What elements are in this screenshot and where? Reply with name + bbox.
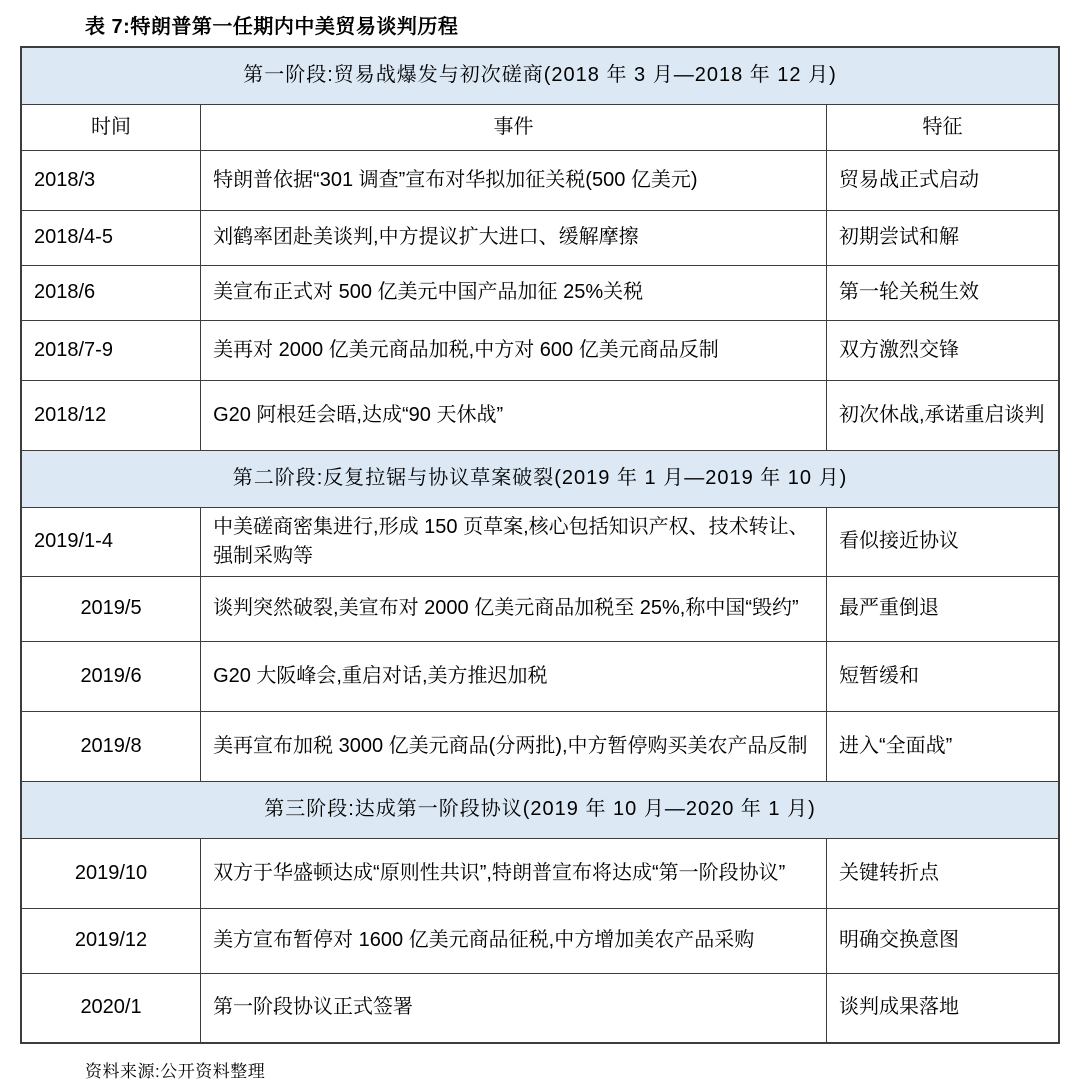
section-header-row-3 <box>21 781 1059 838</box>
event-cell: G20 大阪峰会,重启对话,美方推迟加税 <box>201 641 827 711</box>
section-header-row-1 <box>21 47 1059 104</box>
event-cell: 美宣布正式对 500 亿美元中国产品加征 25%关税 <box>201 265 827 320</box>
time-cell: 2018/4-5 <box>21 210 201 265</box>
trade-negotiation-table <box>20 46 1060 1044</box>
table-row <box>21 641 1059 711</box>
event-cell: 中美磋商密集进行,形成 150 页草案,核心包括知识产权、技术转让、强制采购等 <box>201 507 827 576</box>
time-cell: 2018/6 <box>21 265 201 320</box>
column-header-row <box>21 104 1059 150</box>
event-cell: 谈判突然破裂,美宣布对 2000 亿美元商品加税至 25%,称中国“毁约” <box>201 576 827 641</box>
column-header-feature: 特征 <box>826 104 1059 150</box>
table-title: 表 7:特朗普第一任期内中美贸易谈判历程 <box>85 16 459 38</box>
feature-cell: 贸易战正式启动 <box>826 150 1059 210</box>
column-header-time: 时间 <box>21 104 201 150</box>
feature-cell: 短暂缓和 <box>826 641 1059 711</box>
feature-cell: 第一轮关税生效 <box>826 265 1059 320</box>
feature-cell: 谈判成果落地 <box>826 973 1059 1043</box>
table-row <box>21 150 1059 210</box>
time-cell: 2019/8 <box>21 711 201 781</box>
event-cell: G20 阿根廷会晤,达成“90 天休战” <box>201 380 827 450</box>
table-row <box>21 973 1059 1043</box>
feature-cell: 初次休战,承诺重启谈判 <box>826 380 1059 450</box>
table-row <box>21 380 1059 450</box>
table-row <box>21 507 1059 576</box>
table-row <box>21 265 1059 320</box>
event-cell: 美再对 2000 亿美元商品加税,中方对 600 亿美元商品反制 <box>201 320 827 380</box>
time-cell: 2019/5 <box>21 576 201 641</box>
column-header-event: 事件 <box>201 104 827 150</box>
event-cell: 特朗普依据“301 调查”宣布对华拟加征关税(500 亿美元) <box>201 150 827 210</box>
time-cell: 2019/6 <box>21 641 201 711</box>
section-3-header: 第三阶段:达成第一阶段协议(2019 年 10 月—2020 年 1 月) <box>21 781 1059 838</box>
time-cell: 2020/1 <box>21 973 201 1043</box>
event-cell: 美方宣布暂停对 1600 亿美元商品征税,中方增加美农产品采购 <box>201 908 827 973</box>
time-cell: 2019/12 <box>21 908 201 973</box>
event-cell: 第一阶段协议正式签署 <box>201 973 827 1043</box>
feature-cell: 最严重倒退 <box>826 576 1059 641</box>
table-row <box>21 210 1059 265</box>
section-2-header: 第二阶段:反复拉锯与协议草案破裂(2019 年 1 月—2019 年 10 月) <box>21 450 1059 507</box>
feature-cell: 进入“全面战” <box>826 711 1059 781</box>
event-cell: 美再宣布加税 3000 亿美元商品(分两批),中方暂停购买美农产品反制 <box>201 711 827 781</box>
event-cell: 双方于华盛顿达成“原则性共识”,特朗普宣布将达成“第一阶段协议” <box>201 838 827 908</box>
table-row <box>21 576 1059 641</box>
time-cell: 2018/7-9 <box>21 320 201 380</box>
section-1-header: 第一阶段:贸易战爆发与初次磋商(2018 年 3 月—2018 年 12 月) <box>21 47 1059 104</box>
table-row <box>21 711 1059 781</box>
feature-cell: 看似接近协议 <box>826 507 1059 576</box>
time-cell: 2018/3 <box>21 150 201 210</box>
section-header-row-2 <box>21 450 1059 507</box>
time-cell: 2019/10 <box>21 838 201 908</box>
source-note: 资料来源:公开资料整理 <box>85 1062 266 1081</box>
table-row <box>21 838 1059 908</box>
time-cell: 2019/1-4 <box>21 507 201 576</box>
feature-cell: 关键转折点 <box>826 838 1059 908</box>
table-row <box>21 320 1059 380</box>
feature-cell: 双方激烈交锋 <box>826 320 1059 380</box>
event-cell: 刘鹤率团赴美谈判,中方提议扩大进口、缓解摩擦 <box>201 210 827 265</box>
time-cell: 2018/12 <box>21 380 201 450</box>
feature-cell: 初期尝试和解 <box>826 210 1059 265</box>
feature-cell: 明确交换意图 <box>826 908 1059 973</box>
table-row <box>21 908 1059 973</box>
